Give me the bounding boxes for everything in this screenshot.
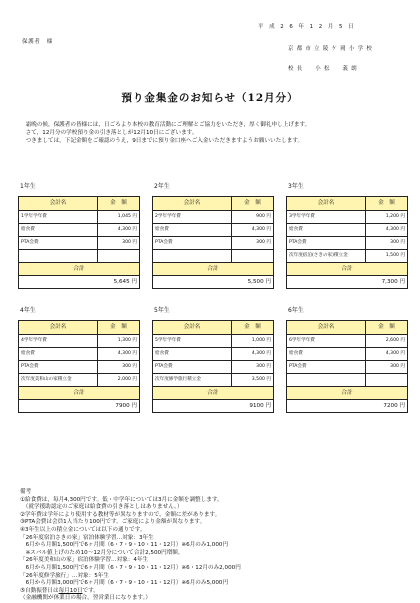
fee-table [152, 196, 274, 289]
empty-cell [19, 250, 98, 263]
total-amount: 7200 円 [287, 400, 408, 413]
total-label: 合計 [287, 387, 408, 400]
item-name: PTA会費 [287, 237, 366, 250]
empty-cell [98, 250, 140, 263]
total-amount: 7,300 円 [287, 276, 408, 289]
page-title: 預り金集金のお知らせ（12月分） [121, 92, 299, 104]
table-row [153, 250, 274, 263]
note-line: ③PTA会費は会員1人当たり100円です。ご家庭により金額が異なります。 [20, 519, 206, 526]
table-row [19, 237, 140, 250]
fee-table [286, 196, 408, 289]
item-amount: 1,500 円 [366, 250, 408, 263]
col-header-amount: 金 額 [98, 321, 140, 335]
item-amount: 4,300 円 [366, 224, 408, 237]
table-row [19, 374, 140, 387]
col-header-amount: 金 額 [232, 321, 274, 335]
col-header-amount: 金 額 [98, 197, 140, 211]
item-amount: 4,300 円 [232, 348, 274, 361]
item-name: 給食費 [287, 224, 366, 237]
date: 平 成 2 6 年 1 2 月 5 日 [258, 24, 356, 30]
item-name: PTA会費 [19, 361, 98, 374]
item-amount: 900 円 [232, 211, 274, 224]
table-row [19, 211, 140, 224]
empty-cell [232, 250, 274, 263]
note-line: ※スバル値上げのため10〜12月分について合計2,500円増額。 [20, 549, 184, 556]
item-amount: 4,300 円 [232, 224, 274, 237]
item-name: 給食費 [153, 348, 232, 361]
table-row [287, 335, 408, 348]
col-header-name: 会計名 [153, 321, 232, 335]
item-name: 5学年学年費 [153, 335, 232, 348]
grade-label: 2年生 [154, 183, 170, 190]
col-header-amount: 金 額 [366, 197, 408, 211]
item-name: 給食費 [19, 224, 98, 237]
total-label: 合計 [19, 387, 140, 400]
total-label: 合計 [153, 387, 274, 400]
note-line: 「26年度美和山の家」宿泊体験学習…対象：4年生 [20, 557, 149, 564]
col-header-name: 会計名 [19, 197, 98, 211]
table-row [287, 250, 408, 263]
total-label: 合計 [287, 263, 408, 276]
note-line: 6月から月額3,000円で6ヶ月間（6・7・9・10・11・12月）※6月のみ5,000円 [20, 580, 229, 587]
item-name: 3学年学年費 [287, 211, 366, 224]
note-line [20, 588, 406, 596]
empty-cell [287, 374, 366, 387]
table-row [153, 348, 274, 361]
table-row [287, 374, 408, 387]
table-row [287, 361, 408, 374]
table-row [19, 250, 140, 263]
item-amount: 2,600 円 [366, 335, 408, 348]
note-line: 「26年度修学旅行」…対象：5年生 [20, 572, 109, 579]
table-row [153, 374, 274, 387]
request-paragraph: つきましては，下記金額をご確認のうえ，9日までに預り金口座へご入金いただきますようお願いいたします。 [20, 138, 304, 144]
item-name: PTA会費 [287, 361, 366, 374]
item-name: 給食費 [287, 348, 366, 361]
table-row [153, 224, 274, 237]
item-amount: 3,500 円 [232, 374, 274, 387]
grade-label: 4年生 [20, 307, 36, 314]
col-header-name: 会計名 [287, 197, 366, 211]
item-name: PTA会費 [153, 237, 232, 250]
note-line: 6月から月額1,500円で6ヶ月間（6・7・9・10・11・12月）※6・12月のみ2,000円 [20, 564, 241, 571]
col-header-amount: 金 額 [366, 321, 408, 335]
item-amount: 4,300 円 [98, 224, 140, 237]
table-row [287, 211, 408, 224]
note-line: ④3年生以上の積立金については以下の通りです。 [20, 526, 146, 533]
item-name: PTA会費 [153, 361, 232, 374]
item-amount: 1,045 円 [98, 211, 140, 224]
grade-label: 6年生 [288, 307, 304, 314]
total-amount: 5,645 円 [19, 276, 140, 289]
item-name: PTA会費 [19, 237, 98, 250]
grade-label: 1年生 [20, 183, 36, 190]
item-amount: 300 円 [98, 237, 140, 250]
withdrawal-paragraph: さて，12月分の学校預り金の引き落としが12月10日にございます。 [20, 130, 198, 136]
item-amount: 4,300 円 [98, 348, 140, 361]
item-name: 給食費 [19, 348, 98, 361]
total-amount: 5,500 円 [153, 276, 274, 289]
total-label: 合計 [19, 263, 140, 276]
notes-section [20, 489, 406, 603]
item-name: 2学年学年費 [153, 211, 232, 224]
total-amount: 7900 円 [19, 400, 140, 413]
item-name: 給食費 [153, 224, 232, 237]
total-label: 合計 [153, 263, 274, 276]
item-name: 1学年学年費 [19, 211, 98, 224]
note-line: （就学援助認定のご家庭は給食費の引き落としはありません。） [20, 504, 183, 511]
fee-table [152, 320, 274, 413]
item-amount: 1,300 円 [98, 335, 140, 348]
recipient: 保護者 様 [22, 39, 53, 45]
table-row [19, 348, 140, 361]
item-amount: 1,200 円 [366, 211, 408, 224]
table-row [153, 361, 274, 374]
note-line: ①給食費は，毎月4,300円です。低・中学年については3月に金額を調整します。 [20, 496, 223, 503]
empty-cell [366, 374, 408, 387]
item-amount: 300 円 [98, 361, 140, 374]
col-header-name: 会計名 [19, 321, 98, 335]
school-name: 京 都 市 立 陵 ケ 岡 小 学 校 [288, 46, 373, 52]
intro-text [20, 121, 402, 145]
item-amount: 300 円 [232, 237, 274, 250]
col-header-name: 会計名 [153, 197, 232, 211]
item-amount: 300 円 [232, 361, 274, 374]
table-row [19, 224, 140, 237]
table-row [153, 335, 274, 348]
item-amount: 300 円 [366, 361, 408, 374]
table-row [287, 348, 408, 361]
notes-heading: 備考 [20, 489, 32, 495]
col-header-name: 会計名 [287, 321, 366, 335]
fee-table [18, 196, 140, 289]
table-row [19, 335, 140, 348]
item-name: 次年度美和山の家積立金 [19, 374, 98, 387]
total-amount: 9100 円 [153, 400, 274, 413]
table-row [287, 237, 408, 250]
note-line: 6月から月額1,500円で6ヶ月間（6・7・9・10・11・12月）※6月のみ1,000円 [20, 542, 229, 549]
grade-label: 3年生 [288, 183, 304, 190]
note-line: ②学年費は学年により使用する教材等が異なりますので，金額に差があります。 [20, 511, 221, 518]
empty-cell [153, 250, 232, 263]
transfer-date: 毎月10日 [58, 587, 83, 594]
fee-table [18, 320, 140, 413]
table-row [153, 237, 274, 250]
note-prefix: ⑤自動振替日は [20, 587, 59, 594]
note-suffix: です。 [82, 587, 99, 594]
item-amount: 1,000 円 [232, 335, 274, 348]
item-name: 次年度宿泊(さきの家)積立金 [287, 250, 366, 263]
note-line: 「26年度宿泊さきの家」宿泊体験学習…対象：3年生 [20, 534, 154, 541]
table-row [19, 361, 140, 374]
table-row [287, 224, 408, 237]
item-amount: 300 円 [366, 237, 408, 250]
item-name: 4学年学年費 [19, 335, 98, 348]
greeting-paragraph: 霜晩の候，保護者の皆様には，日ごろより本校の教育活動にご理解とご協力をいただき，厚く御礼申し上げます。 [20, 122, 311, 128]
item-name: 6学年学年費 [287, 335, 366, 348]
item-amount: 4,300 円 [366, 348, 408, 361]
fee-table [286, 320, 408, 413]
item-amount: 2,000 円 [98, 374, 140, 387]
item-name: 次年度修学旅行積立金 [153, 374, 232, 387]
table-row [153, 211, 274, 224]
col-header-amount: 金 額 [232, 197, 274, 211]
grade-label: 5年生 [154, 307, 170, 314]
principal: 校 長 小 松 義 朗 [288, 66, 358, 72]
note-line: （金融機関が休業日の場合，翌営業日になります。） [20, 595, 152, 602]
